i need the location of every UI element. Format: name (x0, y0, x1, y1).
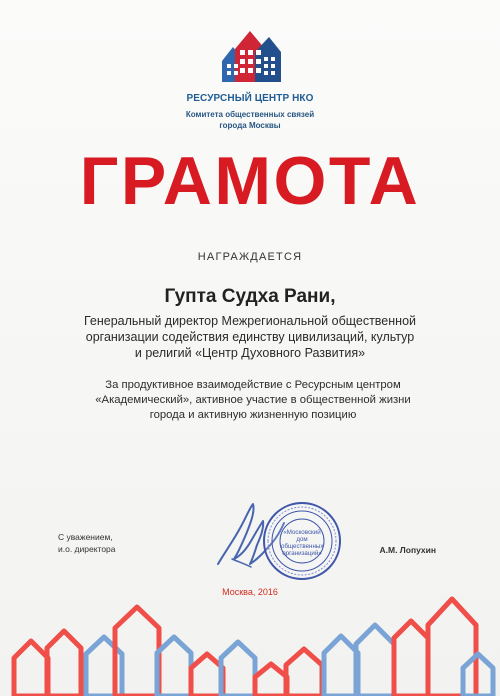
organization-logo-block (0, 18, 500, 136)
decorative-houses (0, 570, 500, 696)
award-reason: За продуктивное взаимодействие с Ресурсным центром «Академический», активное участие в общественной жизни города и активную жизненную позицию (95, 379, 411, 421)
certificate-title: ГРАМОТА (79, 143, 421, 219)
city-year: Москва, 2016 (222, 587, 278, 597)
organization-name: РЕСУРСНЫЙ ЦЕНТР НКО (186, 93, 314, 104)
organization-subtitle: Комитета общественных связей города Москвы (185, 110, 315, 130)
recipient-position: Генеральный директор Межрегиональной общественной организации содействия единству цивилизаций, культур и религий «Центр Духовного Развития» (83, 314, 416, 360)
houses-logo-icon (215, 26, 285, 96)
awarded-label: НАГРАЖДАЕТСЯ (197, 251, 303, 263)
director-name: А.М. Лопухин (379, 545, 436, 555)
respect-label: С уважением, и.о. директора (58, 532, 116, 554)
seal-text: «Московский дом общественных организаций» (281, 529, 324, 557)
recipient-name: Гупта Судха Рани, (164, 286, 336, 307)
